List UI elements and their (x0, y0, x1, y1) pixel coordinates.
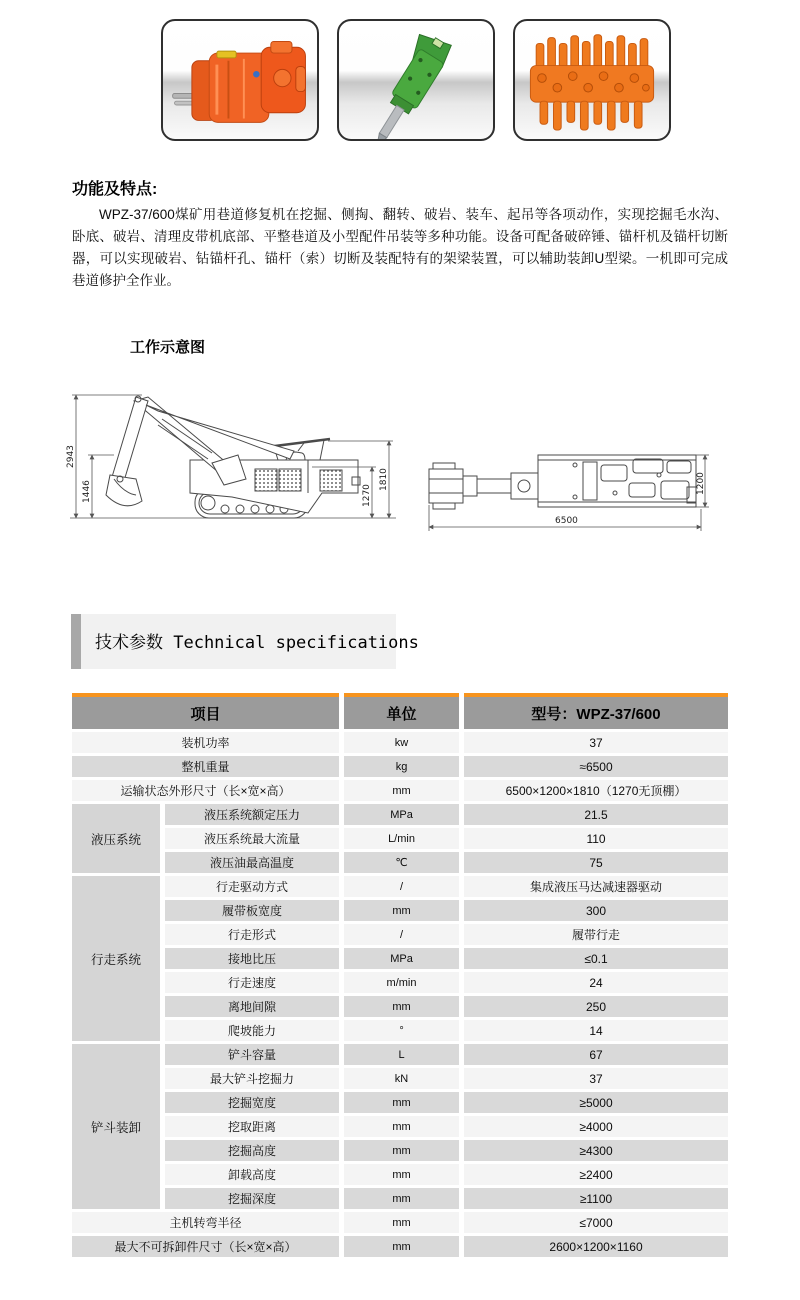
dim-label-1270: 1270 (362, 484, 372, 507)
product-photo-frame (513, 19, 671, 141)
spec-label-cell: 履带板宽度 (165, 900, 339, 921)
spec-unit-cell: / (344, 924, 459, 945)
table-row (72, 1164, 728, 1185)
spec-unit-cell: L/min (344, 828, 459, 849)
spec-value-cell: 21.5 (464, 804, 728, 825)
spec-label-cell: 行走驱动方式 (165, 876, 339, 897)
diagram-heading: 工作示意图 (130, 339, 206, 356)
section-accent-bar (71, 614, 81, 669)
spec-unit-cell: mm (344, 1092, 459, 1113)
table-row (72, 948, 728, 969)
spec-unit-cell: / (344, 876, 459, 897)
machine-side-view-drawing (62, 385, 407, 537)
table-row (72, 1092, 728, 1113)
table-row (72, 924, 728, 945)
spec-value-cell: ≤0.1 (464, 948, 728, 969)
spec-unit-cell: kg (344, 756, 459, 777)
spec-label-cell: 卸载高度 (165, 1164, 339, 1185)
section-title: 技术参数 Technical specifications (95, 633, 419, 653)
spec-unit-cell: mm (344, 1140, 459, 1161)
spec-label-cell: 液压系统最大流量 (165, 828, 339, 849)
spec-value-cell: 75 (464, 852, 728, 873)
spec-value-cell: 37 (464, 1068, 728, 1089)
spec-unit-cell: mm (344, 900, 459, 921)
table-row (72, 828, 728, 849)
spec-value-cell: 110 (464, 828, 728, 849)
spec-label-cell: 挖取距离 (165, 1116, 339, 1137)
spec-unit-cell: ℃ (344, 852, 459, 873)
spec-value-cell: 37 (464, 732, 728, 753)
spec-value-cell: 67 (464, 1044, 728, 1065)
spec-unit-cell: m/min (344, 972, 459, 993)
spec-unit-cell: mm (344, 996, 459, 1017)
table-row (72, 972, 728, 993)
column-header-unit: 单位 (344, 693, 459, 729)
spec-unit-cell: kw (344, 732, 459, 753)
spec-label-cell: 挖掘高度 (165, 1140, 339, 1161)
spec-unit-cell: L (344, 1044, 459, 1065)
hydraulic-pump-image (163, 21, 317, 139)
multiway-valve-image (515, 21, 669, 139)
spec-value-cell: 6500×1200×1810（1270无顶棚） (464, 780, 728, 801)
spec-table-body (72, 732, 728, 1257)
group-cell: 铲斗装卸 (72, 1044, 160, 1209)
features-paragraph: WPZ-37/600煤矿用巷道修复机在挖掘、侧掏、翻转、破岩、装车、起吊等各项动作，实现挖掘毛水沟、卧底、破岩、清理皮带机底部、平整巷道及小型配件吊装等多种功能。设备可配备破碎锤、锚杆机及锚杆切断器，可以实现破岩、钻锚杆孔、锚杆（索）切断及装配特有的架梁装置，可以辅助装卸U型梁。一机即可完成巷道修护全作业。 (72, 207, 728, 288)
table-row (72, 900, 728, 921)
spec-value-cell: 履带行走 (464, 924, 728, 945)
dim-label-1810: 1810 (379, 468, 389, 491)
spec-unit-cell: mm (344, 1188, 459, 1209)
features-heading: 功能及特点: (72, 181, 158, 198)
spec-label-cell: 最大铲斗挖掘力 (165, 1068, 339, 1089)
spec-label-cell: 挖掘深度 (165, 1188, 339, 1209)
table-row (72, 732, 728, 753)
spec-label-cell: 液压系统额定压力 (165, 804, 339, 825)
spec-value-cell: ≥4000 (464, 1116, 728, 1137)
table-row (72, 1140, 728, 1161)
spec-value-cell: ≥2400 (464, 1164, 728, 1185)
spec-value-cell: ≈6500 (464, 756, 728, 777)
dim-label-1446: 1446 (82, 480, 92, 503)
table-row (72, 1212, 728, 1233)
spec-unit-cell: mm (344, 1164, 459, 1185)
spec-label-cell: 离地间隙 (165, 996, 339, 1017)
spec-unit-cell: MPa (344, 948, 459, 969)
column-header-item: 项目 (72, 693, 339, 729)
spec-label-cell: 铲斗容量 (165, 1044, 339, 1065)
spec-label-cell: 行走速度 (165, 972, 339, 993)
table-row (72, 996, 728, 1017)
machine-top-view-drawing (415, 435, 715, 550)
spec-label-cell: 整机重量 (72, 756, 339, 777)
table-row (72, 1020, 728, 1041)
spec-value-cell: ≥1100 (464, 1188, 728, 1209)
table-row (72, 1116, 728, 1137)
spec-label-cell: 液压油最高温度 (165, 852, 339, 873)
spec-unit-cell: mm (344, 1212, 459, 1233)
table-row (72, 1188, 728, 1209)
hydraulic-breaker-image (339, 21, 493, 139)
spec-table (67, 690, 733, 1260)
spec-value-cell: 300 (464, 900, 728, 921)
spec-unit-cell: mm (344, 1116, 459, 1137)
spec-value-cell: ≥4300 (464, 1140, 728, 1161)
spec-value-cell: 24 (464, 972, 728, 993)
spec-value-cell: 250 (464, 996, 728, 1017)
spec-value-cell: 14 (464, 1020, 728, 1041)
table-row (72, 852, 728, 873)
dim-label-1200: 1200 (696, 472, 706, 495)
table-row (72, 756, 728, 777)
spec-label-cell: 挖掘宽度 (165, 1092, 339, 1113)
spec-unit-cell: mm (344, 1236, 459, 1257)
spec-value-cell: 2600×1200×1160 (464, 1236, 728, 1257)
spec-value-cell: ≥5000 (464, 1092, 728, 1113)
product-photo-frame (161, 19, 319, 141)
table-row (72, 780, 728, 801)
spec-label-cell: 最大不可拆卸件尺寸（长×宽×高） (72, 1236, 339, 1257)
column-header-model: 型号：WPZ-37/600 (464, 693, 728, 729)
spec-label-cell: 装机功率 (72, 732, 339, 753)
group-cell: 行走系统 (72, 876, 160, 1041)
group-cell: 液压系统 (72, 804, 160, 873)
table-row (72, 876, 728, 897)
spec-label-cell: 接地比压 (165, 948, 339, 969)
spec-unit-cell: ° (344, 1020, 459, 1041)
spec-label-cell: 主机转弯半径 (72, 1212, 339, 1233)
spec-value-cell: ≤7000 (464, 1212, 728, 1233)
table-header-row (72, 693, 728, 729)
spec-label-cell: 运输状态外形尺寸（长×宽×高） (72, 780, 339, 801)
table-row (72, 1044, 728, 1065)
dim-label-6500: 6500 (555, 516, 578, 526)
spec-unit-cell: kN (344, 1068, 459, 1089)
spec-unit-cell: mm (344, 780, 459, 801)
table-row (72, 1236, 728, 1257)
spec-value-cell: 集成液压马达减速器驱动 (464, 876, 728, 897)
product-photo-frame (337, 19, 495, 141)
spec-label-cell: 爬坡能力 (165, 1020, 339, 1041)
table-row (72, 804, 728, 825)
dim-label-2943: 2943 (66, 445, 76, 468)
spec-label-cell: 行走形式 (165, 924, 339, 945)
table-row (72, 1068, 728, 1089)
spec-unit-cell: MPa (344, 804, 459, 825)
